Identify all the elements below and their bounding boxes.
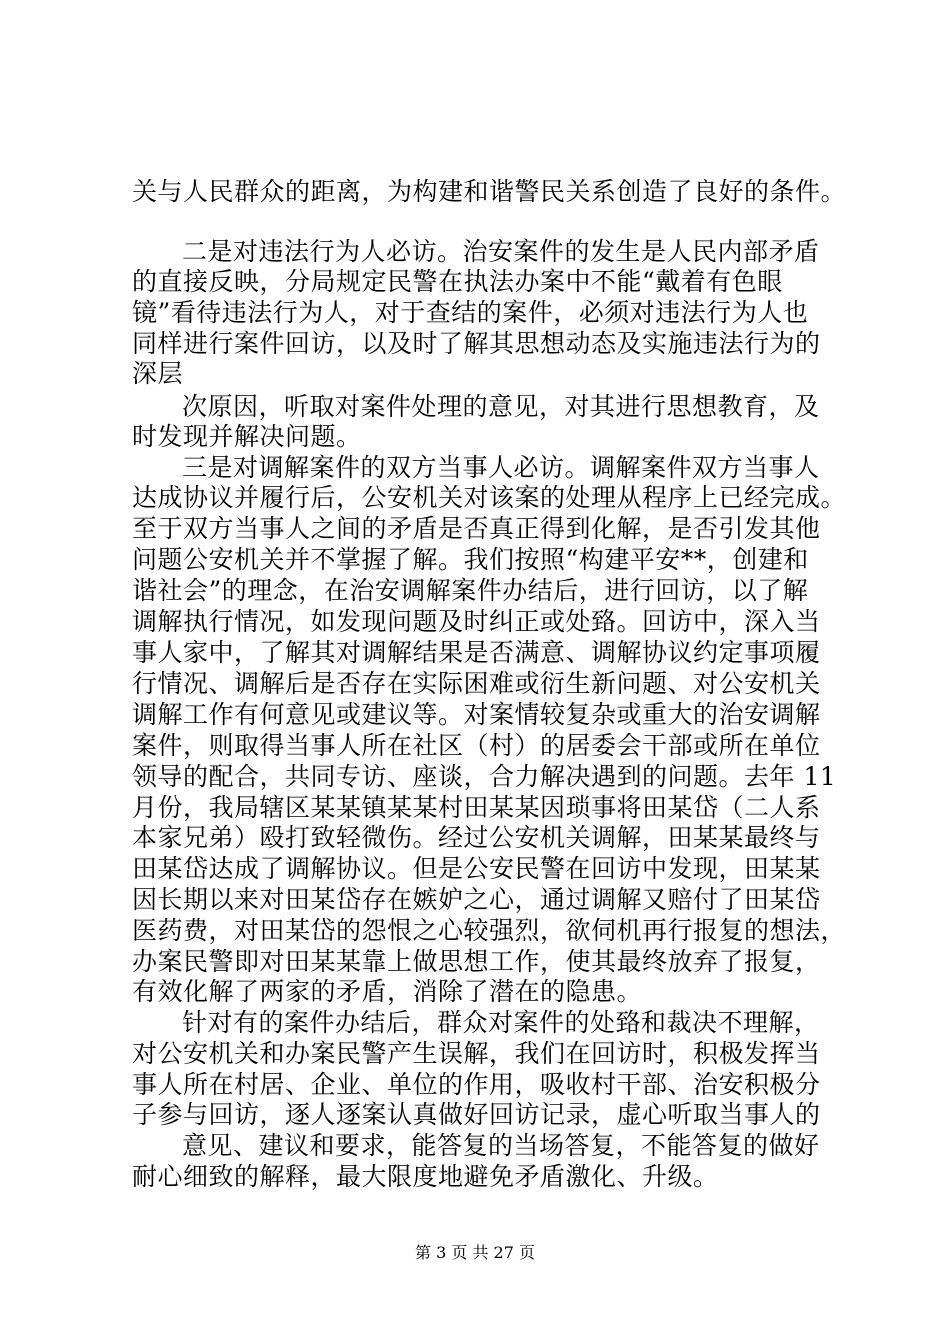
paragraph-line: 关与人民群众的距离，为构建和谐警民关系创造了良好的条件。 [132,177,847,206]
paragraph-line: 镜”看待违法行为人，对于查结的案件，必须对违法行为人也 [132,298,809,327]
paragraph-line: 至于双方当事人之间的矛盾是否真正得到化解，是否引发其他 [132,514,821,543]
paragraph-line: 办案民警即对田某某靠上做思想工作，使其最终放弃了报复， [132,947,821,976]
paragraph-line: 达成协议并履行后，公安机关对该案的处理从程序上已经完成。 [132,483,847,512]
paragraph-line: 子参与回访，逐人逐案认真做好回访记录，虚心听取当事人的 [132,1100,821,1129]
paragraph-line: 领导的配合，共同专访、座谈，合力解决遇到的问题。去年 11 [132,762,837,791]
paragraph-line: 有效化解了两家的矛盾，消除了潜在的隐患。 [132,977,643,1006]
paragraph-line: 次原因，听取对案件处理的意见，对其进行思想教育，及 [182,392,820,421]
paragraph-line: 二是对违法行为人必访。治安案件的发生是人民内部矛盾 [182,237,820,266]
paragraph-line: 深层 [132,359,184,388]
paragraph-line: 谐社会”的理念，在治安调解案件办结后，进行回访，以了解 [132,576,809,605]
paragraph-line: 耐心细致的解释，最大限度地避免矛盾激化、升级。 [132,1162,719,1191]
paragraph-line: 调解执行情况，如发现问题及时纠正或处臵。回访中，深入当 [132,607,821,636]
paragraph-line: 案件，则取得当事人所在社区（村）的居委会干部或所在单位 [132,731,821,760]
paragraph-line: 对公安机关和办案民警产生误解，我们在回访时，积极发挥当 [132,1039,821,1068]
paragraph-line: 三是对调解案件的双方当事人必访。调解案件双方当事人 [182,453,820,482]
paragraph-line: 因长期以来对田某岱存在嫉妒之心，通过调解又赔付了田某岱 [132,885,821,914]
paragraph-line: 事人家中，了解其对调解结果是否满意、调解协议约定事项履 [132,638,821,667]
paragraph-line: 本家兄弟）殴打致轻微伤。经过公安机关调解，田某某最终与 [132,823,821,852]
paragraph-line: 田某岱达成了调解协议。但是公安民警在回访中发现，田某某 [132,854,821,883]
page-number-footer: 第 3 页 共 27 页 [415,1243,535,1262]
paragraph-line: 医药费，对田某岱的怨恨之心较强烈，欲伺机再行报复的想法， [132,916,847,945]
paragraph-line: 行情况、调解后是否存在实际困难或衍生新问题、对公安机关 [132,669,821,698]
paragraph-line: 事人所在村居、企业、单位的作用，吸收村干部、治安积极分 [132,1070,821,1099]
paragraph-line: 调解工作有何意见或建议等。对案情较复杂或重大的治安调解 [132,700,821,729]
paragraph-line: 的直接反映，分局规定民警在执法办案中不能“戴着有色眼 [132,267,783,296]
paragraph-line: 针对有的案件办结后，群众对案件的处臵和裁决不理解， [182,1008,820,1037]
paragraph-line: 时发现并解决问题。 [132,422,362,451]
paragraph-line: 意见、建议和要求，能答复的当场答复，不能答复的做好 [182,1131,820,1160]
paragraph-line: 同样进行案件回访，以及时了解其思想动态及实施违法行为的 [132,329,821,358]
paragraph-line: 月份，我局辖区某某镇某某村田某某因琐事将田某岱（二人系 [132,793,821,822]
paragraph-line: 问题公安机关并不掌握了解。我们按照“构建平安**，创建和 [132,545,809,574]
